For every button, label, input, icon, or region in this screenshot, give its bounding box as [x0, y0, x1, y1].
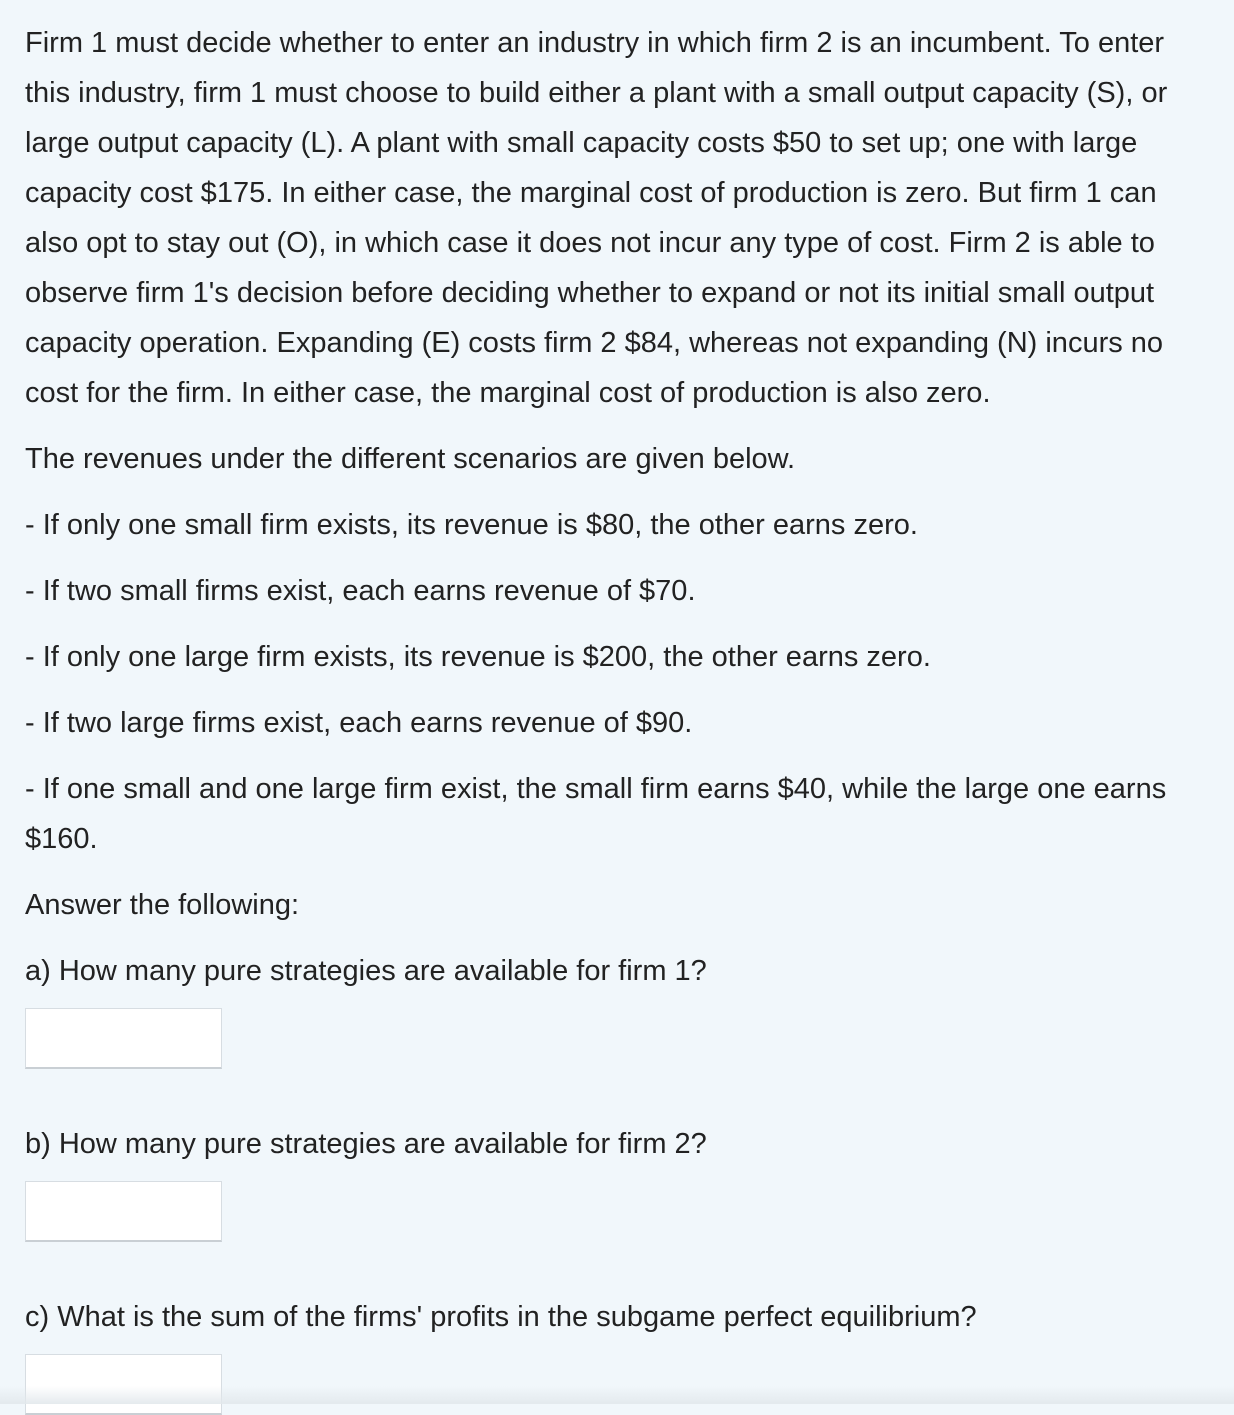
part-c-answer-input[interactable] — [25, 1354, 222, 1415]
part-c-question: c) What is the sum of the firms' profits in the subgame perfect equilibrium? — [25, 1301, 977, 1333]
scenario-one-small: - If only one small firm exists, its revenue is $80, the other earns zero. — [25, 509, 918, 541]
scenario-one-large: - If only one large firm exists, its revenue is $200, the other earns zero. — [25, 641, 931, 673]
question-content — [25, 18, 1205, 1415]
bottom-edge-shadow — [0, 1386, 1234, 1404]
part-b-question: b) How many pure strategies are available for firm 2? — [25, 1128, 707, 1160]
scenario-small-and-large: - If one small and one large firm exist, the small firm earns $40, while the large one earns $160. — [25, 773, 1167, 855]
scenario-two-large: - If two large firms exist, each earns revenue of $90. — [25, 707, 693, 739]
problem-statement: Firm 1 must decide whether to enter an industry in which firm 2 is an incumbent. To enter this industry, firm 1 must choose to build either a plant with a small output capacity (S), or large output capacity (L). A plant with small capacity costs $50 to set up; one with large capacity cost $175. In either case, the marginal cost of production is zero. But firm 1 can also opt to stay out (O), in which case it does not incur any type of cost. Firm 2 is able to observe firm 1's decision before deciding whether to expand or not its initial small output capacity operation. Expanding (E) costs firm 2 $84, whereas not expanding (N) incurs no cost for the firm. In either case, the marginal cost of production is also zero. — [25, 27, 1168, 409]
answer-heading: Answer the following: — [25, 889, 300, 921]
part-a-answer-input[interactable] — [25, 1008, 222, 1069]
revenues-heading: The revenues under the different scenarios are given below. — [25, 443, 796, 475]
scenario-two-small: - If two small firms exist, each earns revenue of $70. — [25, 575, 696, 607]
part-b-answer-input[interactable] — [25, 1181, 222, 1242]
part-a-question: a) How many pure strategies are available for firm 1? — [25, 955, 707, 987]
